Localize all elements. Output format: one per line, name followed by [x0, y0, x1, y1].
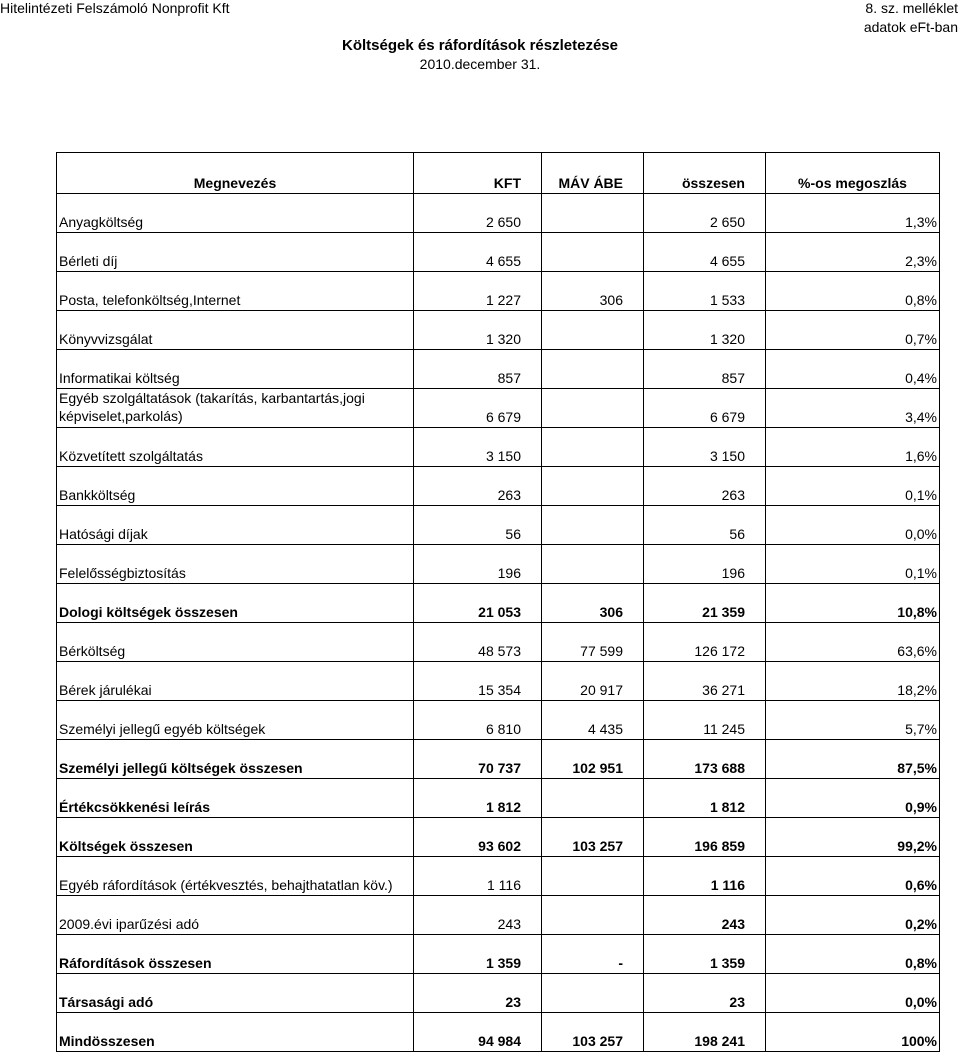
cell-percent: 0,4% — [766, 350, 940, 389]
cell-kft: 1 320 — [414, 311, 542, 350]
cell-total: 1 359 — [644, 935, 766, 974]
cell-kft: 93 602 — [414, 818, 542, 857]
row-name: Bérköltség — [57, 623, 414, 662]
cell-total: 243 — [644, 896, 766, 935]
cell-mav — [542, 311, 644, 350]
cell-mav: 306 — [542, 272, 644, 311]
cell-percent: 0,2% — [766, 896, 940, 935]
row-name: Egyéb ráfordítások (értékvesztés, behajthatatlan köv.) — [57, 857, 414, 896]
cell-mav — [542, 389, 644, 428]
row-name: Közvetített szolgáltatás — [57, 428, 414, 467]
row-name: Könyvvizsgálat — [57, 311, 414, 350]
cell-mav — [542, 779, 644, 818]
cell-kft: 6 810 — [414, 701, 542, 740]
table-row — [57, 701, 940, 740]
cell-percent: 100% — [766, 1013, 940, 1052]
cell-total: 198 241 — [644, 1013, 766, 1052]
table-header-row — [57, 153, 940, 194]
table-row — [57, 389, 940, 428]
row-name-line: Egyéb szolgáltatások (takarítás, karbantartás,jogi — [59, 390, 365, 406]
row-name: Hatósági díjak — [57, 506, 414, 545]
table-row — [57, 428, 940, 467]
cell-kft: 15 354 — [414, 662, 542, 701]
row-name: Bérek járulékai — [57, 662, 414, 701]
cell-mav: - — [542, 935, 644, 974]
cell-percent: 99,2% — [766, 818, 940, 857]
cell-total: 36 271 — [644, 662, 766, 701]
column-header-mav: MÁV ÁBE — [542, 153, 644, 194]
column-header-kft: KFT — [414, 153, 542, 194]
cell-mav — [542, 857, 644, 896]
table-row — [57, 740, 940, 779]
cell-kft: 4 655 — [414, 233, 542, 272]
table-row — [57, 311, 940, 350]
table-row — [57, 623, 940, 662]
cell-total: 6 679 — [644, 389, 766, 428]
cell-total: 196 — [644, 545, 766, 584]
cell-percent: 0,1% — [766, 467, 940, 506]
cell-percent: 0,6% — [766, 857, 940, 896]
row-name: Anyagköltség — [57, 194, 414, 233]
report-title: Költségek és ráfordítások részletezése — [342, 37, 618, 54]
cell-mav — [542, 428, 644, 467]
cell-mav: 77 599 — [542, 623, 644, 662]
row-name: Költségek összesen — [57, 818, 414, 857]
table-row — [57, 662, 940, 701]
cell-percent: 0,7% — [766, 311, 940, 350]
column-header-total: összesen — [644, 153, 766, 194]
cell-kft: 263 — [414, 467, 542, 506]
table-row — [57, 545, 940, 584]
row-name: Bérleti díj — [57, 233, 414, 272]
cell-kft: 70 737 — [414, 740, 542, 779]
cell-kft: 196 — [414, 545, 542, 584]
cell-kft: 6 679 — [414, 389, 542, 428]
table-row — [57, 818, 940, 857]
cell-kft: 243 — [414, 896, 542, 935]
table-row — [57, 272, 940, 311]
cell-kft: 1 227 — [414, 272, 542, 311]
table-row — [57, 350, 940, 389]
cell-kft: 857 — [414, 350, 542, 389]
row-name: Ráfordítások összesen — [57, 935, 414, 974]
cell-kft: 1 116 — [414, 857, 542, 896]
cell-mav: 4 435 — [542, 701, 644, 740]
cell-total: 21 359 — [644, 584, 766, 623]
cell-percent: 0,0% — [766, 974, 940, 1013]
table-row — [57, 896, 940, 935]
cell-kft: 56 — [414, 506, 542, 545]
row-name: Értékcsökkenési leírás — [57, 779, 414, 818]
report-date: 2010.december 31. — [419, 56, 541, 72]
cell-total: 56 — [644, 506, 766, 545]
table-row — [57, 779, 940, 818]
row-name: Társasági adó — [57, 974, 414, 1013]
cell-percent: 0,1% — [766, 545, 940, 584]
row-name: Posta, telefonköltség,Internet — [57, 272, 414, 311]
cell-total: 196 859 — [644, 818, 766, 857]
cell-percent: 0,8% — [766, 935, 940, 974]
cell-total: 4 655 — [644, 233, 766, 272]
cell-total: 126 172 — [644, 623, 766, 662]
row-name: 2009.évi iparűzési adó — [57, 896, 414, 935]
cell-percent: 87,5% — [766, 740, 940, 779]
cell-mav — [542, 233, 644, 272]
table-row — [57, 584, 940, 623]
cost-table — [56, 152, 940, 1052]
cell-mav — [542, 506, 644, 545]
table-row — [57, 1013, 940, 1052]
row-name: Személyi jellegű egyéb költségek — [57, 701, 414, 740]
row-name: Felelősségbiztosítás — [57, 545, 414, 584]
table-row — [57, 974, 940, 1013]
company-name: Hitelintézeti Felszámoló Nonprofit Kft — [0, 0, 230, 16]
row-name-line: képviselet,parkolás) — [59, 408, 183, 424]
cell-total: 3 150 — [644, 428, 766, 467]
cell-percent: 0,9% — [766, 779, 940, 818]
cell-mav — [542, 467, 644, 506]
cell-kft: 1 359 — [414, 935, 542, 974]
cell-total: 1 320 — [644, 311, 766, 350]
row-name: Informatikai költség — [57, 350, 414, 389]
cell-percent: 0,0% — [766, 506, 940, 545]
cell-total: 2 650 — [644, 194, 766, 233]
cell-kft: 48 573 — [414, 623, 542, 662]
column-header-percent: %-os megoszlás — [766, 153, 940, 194]
cell-total: 1 116 — [644, 857, 766, 896]
cell-total: 1 533 — [644, 272, 766, 311]
cell-total: 857 — [644, 350, 766, 389]
cell-percent: 63,6% — [766, 623, 940, 662]
cell-mav — [542, 896, 644, 935]
cell-total: 23 — [644, 974, 766, 1013]
cell-kft: 94 984 — [414, 1013, 542, 1052]
cell-kft: 21 053 — [414, 584, 542, 623]
cell-percent: 1,3% — [766, 194, 940, 233]
units-label: adatok eFt-ban — [863, 19, 958, 35]
table-row — [57, 467, 940, 506]
cell-kft: 23 — [414, 974, 542, 1013]
cell-kft: 1 812 — [414, 779, 542, 818]
cell-total: 173 688 — [644, 740, 766, 779]
annex-label: 8. sz. melléklet — [865, 0, 958, 16]
cell-total: 263 — [644, 467, 766, 506]
cell-mav: 306 — [542, 584, 644, 623]
cell-mav — [542, 350, 644, 389]
row-name: Dologi költségek összesen — [57, 584, 414, 623]
row-name — [57, 389, 414, 428]
cell-mav: 102 951 — [542, 740, 644, 779]
table-row — [57, 935, 940, 974]
row-name: Személyi jellegű költségek összesen — [57, 740, 414, 779]
row-name: Bankköltség — [57, 467, 414, 506]
cell-total: 11 245 — [644, 701, 766, 740]
cell-kft: 3 150 — [414, 428, 542, 467]
table-row — [57, 506, 940, 545]
cell-percent: 2,3% — [766, 233, 940, 272]
cell-mav — [542, 545, 644, 584]
column-header-name: Megnevezés — [57, 153, 414, 194]
cell-mav — [542, 194, 644, 233]
cell-percent: 0,8% — [766, 272, 940, 311]
cell-total: 1 812 — [644, 779, 766, 818]
cell-mav — [542, 974, 644, 1013]
row-name: Mindösszesen — [57, 1013, 414, 1052]
cell-mav: 103 257 — [542, 1013, 644, 1052]
table-row — [57, 857, 940, 896]
cell-percent: 18,2% — [766, 662, 940, 701]
cell-percent: 5,7% — [766, 701, 940, 740]
cell-percent: 3,4% — [766, 389, 940, 428]
cell-kft: 2 650 — [414, 194, 542, 233]
cell-percent: 1,6% — [766, 428, 940, 467]
cell-percent: 10,8% — [766, 584, 940, 623]
table-row — [57, 233, 940, 272]
cell-mav: 20 917 — [542, 662, 644, 701]
table-row — [57, 194, 940, 233]
cell-mav: 103 257 — [542, 818, 644, 857]
